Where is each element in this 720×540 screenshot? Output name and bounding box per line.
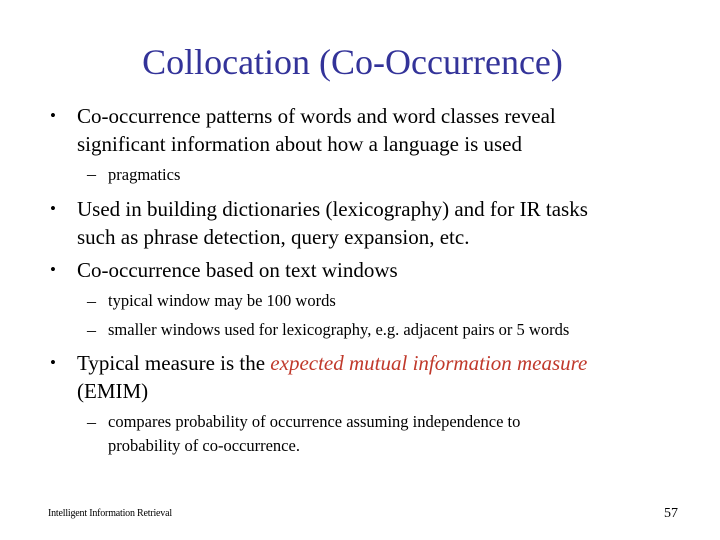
bullet-4-prefix: Typical measure is the bbox=[77, 351, 271, 375]
bullet-2-line-1: Used in building dictionaries (lexicography) and for IR tasks bbox=[77, 197, 588, 221]
bullet-3-line-1: Co-occurrence based on text windows bbox=[77, 258, 398, 282]
dash-icon: – bbox=[87, 412, 96, 432]
dash-icon: – bbox=[87, 320, 96, 340]
page-number: 57 bbox=[664, 506, 678, 521]
dash-icon: – bbox=[87, 291, 96, 311]
bullet-2-line-2: such as phrase detection, query expansion, etc. bbox=[77, 225, 470, 249]
emim-emphasis: expected mutual information measure bbox=[270, 351, 588, 375]
bullet-1-line-1: Co-occurrence patterns of words and word classes reveal bbox=[77, 104, 556, 128]
sub-bullet-window-100: typical window may be 100 words bbox=[108, 291, 336, 310]
sub-bullet-pragmatics: pragmatics bbox=[108, 165, 181, 184]
bullet-icon: • bbox=[50, 106, 56, 125]
bullet-4-line-1 bbox=[77, 349, 587, 377]
dash-icon: – bbox=[87, 164, 96, 184]
sub-bullet-smaller-windows: smaller windows used for lexicography, e.g. adjacent pairs or 5 words bbox=[108, 320, 570, 339]
slide-title: Collocation (Co-Occurrence) bbox=[142, 42, 563, 82]
bullet-1-line-2: significant information about how a language is used bbox=[77, 132, 522, 156]
sub-bullet-compares-line-2: probability of co-occurrence. bbox=[108, 436, 300, 455]
footer-course-title: Intelligent Information Retrieval bbox=[48, 508, 172, 519]
bullet-4-line-2: (EMIM) bbox=[77, 379, 149, 403]
bullet-icon: • bbox=[50, 353, 56, 372]
bullet-icon: • bbox=[50, 199, 56, 218]
sub-bullet-compares-line-1: compares probability of occurrence assuming independence to bbox=[108, 412, 521, 431]
bullet-icon: • bbox=[50, 260, 56, 279]
